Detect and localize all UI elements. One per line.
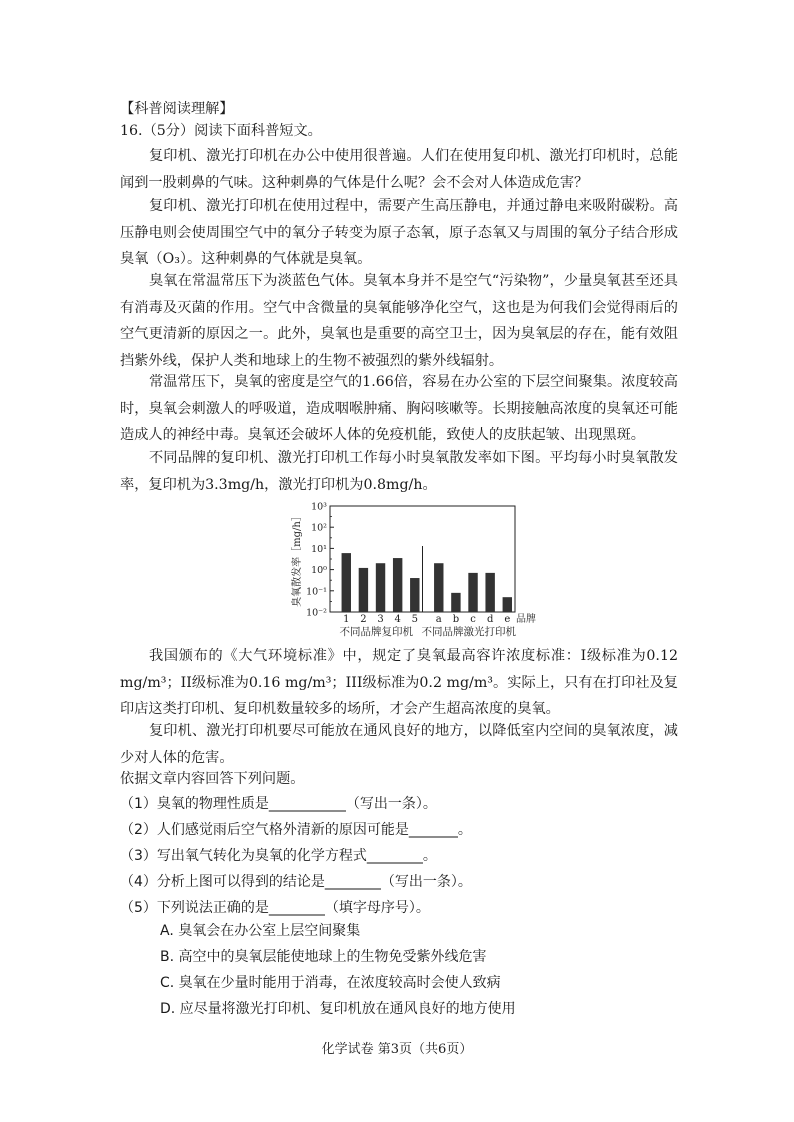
x-tick-label: b <box>452 614 460 625</box>
x-tick-label: e <box>504 614 511 625</box>
group-label: 不同品牌激光打印机 <box>421 626 516 638</box>
question-1: （1）臭氧的物理性质是___________（写出一条）。 <box>120 796 437 812</box>
bar-4 <box>393 558 402 612</box>
question-5: （5）下列说法正确的是________（填字母序号）。 <box>120 900 430 916</box>
bar-3 <box>376 563 385 612</box>
answer-prompt: 依据文章内容回答下列问题。 <box>120 771 305 787</box>
x-tick-label: 4 <box>394 614 401 625</box>
x-tick-label: 5 <box>411 614 418 625</box>
question-2: （2）人们感觉雨后空气格外清新的原因可能是_______。 <box>120 822 472 838</box>
bar-e <box>503 597 512 612</box>
group-label: 不同品牌复印机 <box>339 626 413 638</box>
question-3: （3）写出氧气转化为臭氧的化学方程式________。 <box>120 848 437 864</box>
bar-a <box>434 563 443 612</box>
bar-5 <box>410 578 419 612</box>
y-tick-label: 10⁻¹ <box>306 586 327 598</box>
page-footer: 化学试卷 第3页（共6页） <box>321 1042 473 1057</box>
paragraph-1: 复印机、激光打印机在办公中使用很普遍。人们在使用复印机、激光打印机时，总能闻到一股刺鼻的气味。这种刺鼻的气体是什么呢？会不会对人体造成危害？ <box>120 148 678 191</box>
y-axis-label: 臭氧散发率［mg/h］ <box>292 511 303 607</box>
x-tick-label: d <box>486 614 494 625</box>
paragraph-5: 不同品牌的复印机、激光打印机工作每小时臭氧散发率如下图。平均每小时臭氧散发率，复印机为3.3mg/h，激光打印机为0.8mg/h。 <box>120 450 678 493</box>
choice-a: A. 臭氧会在办公室上层空间聚集 <box>160 923 361 939</box>
x-tick-label: c <box>470 614 476 625</box>
paragraph-6: 我国颁布的《大气环境标准》中，规定了臭氧最高容许浓度标准：I级标准为0.12 mg/m³；II级标准为0.16 mg/m³；III级标准为0.2 mg/m³。实际上，只有在打印社及复印店这类打印机、复印机数量较多的场所，才会产生超高浓度的臭氧。 <box>120 648 678 717</box>
x-tick-label: a <box>435 614 442 625</box>
bar-2 <box>359 568 368 612</box>
bar-b <box>451 593 460 612</box>
question-header: 16.（5分）阅读下面科普短文。 <box>120 123 322 139</box>
x-tick-label: 3 <box>377 614 384 625</box>
choice-d: D. 应尽量将激光打印机、复印机放在通风良好的地方使用 <box>160 1001 516 1017</box>
y-tick-label: 10¹ <box>311 543 327 555</box>
section-tag: 【科普阅读理解】 <box>120 101 234 117</box>
y-tick-label: 10² <box>311 522 327 534</box>
bar-c <box>468 573 477 612</box>
y-tick-label: 10⁻² <box>306 607 327 619</box>
x-category-suffix: 品牌 <box>516 614 536 625</box>
x-tick-label: 2 <box>360 614 367 625</box>
paragraph-4: 常温常压下，臭氧的密度是空气的1.66倍，容易在办公室的下层空间聚集。浓度较高时，臭氧会刺激人的呼吸道，造成咽喉肿痛、胸闷咳嗽等。长期接触高浓度的臭氧还可能造成人的神经中毒。臭氧还会破坏人体的免疫机能，致使人的皮肤起皱、出现黑斑。 <box>120 374 678 443</box>
bar-1 <box>342 553 351 612</box>
question-4: （4）分析上图可以得到的结论是________（写出一条）。 <box>120 874 472 890</box>
y-tick-label: 10³ <box>311 501 327 513</box>
choice-c: C. 臭氧在少量时能用于消毒，在浓度较高时会使人致病 <box>160 975 501 991</box>
paragraph-2: 复印机、激光打印机在使用过程中，需要产生高压静电，并通过静电来吸附碳粉。高压静电则会使周围空气中的氧分子转变为原子态氧，原子态氧又与周围的氧分子结合形成臭氧（O₃）。这种刺鼻的气体就是臭氧。 <box>120 198 678 267</box>
ozone-emission-chart <box>285 496 565 641</box>
paragraph-3: 臭氧在常温常压下为淡蓝色气体。臭氧本身并不是空气“污染物”，少量臭氧甚至还具有消毒及灭菌的作用。空气中含微量的臭氧能够净化空气，这也是为何我们会觉得雨后的空气更清新的原因之一。此外，臭氧也是重要的高空卫士，因为臭氧层的存在，能有效阻挡紫外线，保护人类和地球上的生物不被强烈的紫外线辐射。 <box>120 273 678 369</box>
y-tick-label: 10⁰ <box>311 565 327 577</box>
paragraph-7: 复印机、激光打印机要尽可能放在通风良好的地方，以降低室内空间的臭氧浓度，减少对人体的危害。 <box>120 723 678 766</box>
choice-b: B. 高空中的臭氧层能使地球上的生物免受紫外线危害 <box>160 949 487 965</box>
bar-d <box>485 573 494 612</box>
x-tick-label: 1 <box>343 614 350 625</box>
